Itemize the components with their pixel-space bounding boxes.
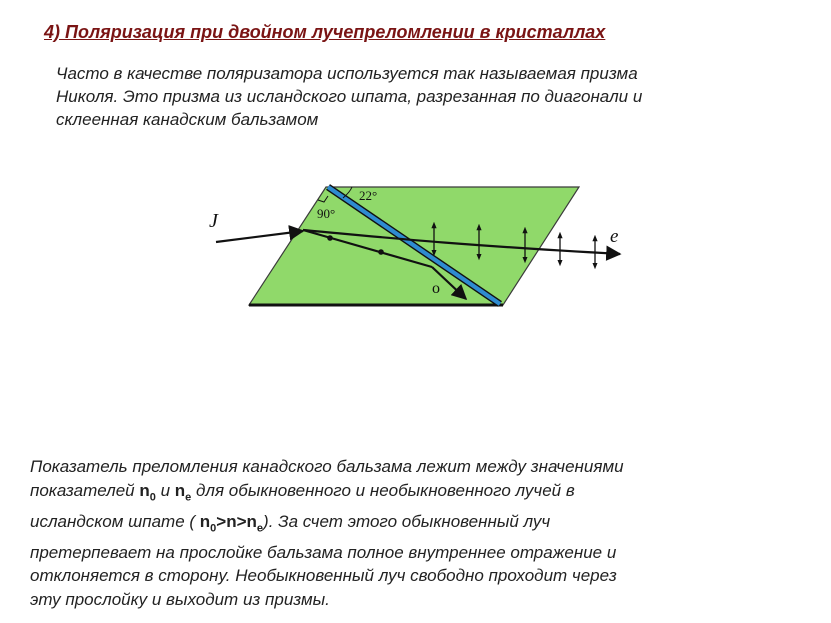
explanation-paragraph xyxy=(30,455,810,611)
explanation-line xyxy=(30,510,810,541)
slide-title: 4) Поляризация при двойном лучепреломлении в кристаллах xyxy=(44,22,606,42)
ne-symbol: $n_e$ xyxy=(174,480,192,503)
refraction-inequality: $n_0>n>n_e$ xyxy=(199,511,264,534)
text-fragment: ). За счет этого обыкновенный луч xyxy=(263,511,551,531)
nicol-prism-diagram xyxy=(200,180,640,320)
explanation-line: Показатель преломления канадского бальзама лежит между значениями xyxy=(30,457,624,476)
intro-line: Часто в качестве поляризатора используется так называемая призма xyxy=(56,64,638,83)
text-fragment: исландском шпате ( xyxy=(30,511,200,531)
explanation-line: претерпевает на прослойке бальзама полное внутреннее отражение и xyxy=(30,542,617,562)
text-fragment: и xyxy=(155,480,175,500)
angle-22-label: 22° xyxy=(359,188,378,203)
intro-line: склеенная канадским бальзамом xyxy=(56,110,319,129)
explanation-line: отклоняется в сторону. Необыкновенный луч свободно проходит через xyxy=(30,566,617,586)
text-fragment: показателей xyxy=(30,480,140,500)
polarization-dot xyxy=(327,235,333,241)
n0-symbol: $n_0$ xyxy=(139,480,156,503)
explanation-line xyxy=(30,479,810,510)
polarization-dot xyxy=(378,249,384,255)
intro-paragraph xyxy=(56,62,796,131)
text-fragment: для обыкновенного и необыкновенного лучей в xyxy=(191,480,575,500)
incident-ray xyxy=(216,231,303,242)
explanation-line: эту прослойку и выходит из призмы. xyxy=(30,589,330,609)
extraordinary-ray-label: e xyxy=(610,226,619,247)
angle-90-label: 90° xyxy=(317,206,336,221)
intro-line: Николя. Это призма из исландского шпата, разрезанная по диагонали и xyxy=(56,87,643,106)
ordinary-ray-label: o xyxy=(432,280,440,297)
incident-ray-label: J xyxy=(209,210,218,232)
